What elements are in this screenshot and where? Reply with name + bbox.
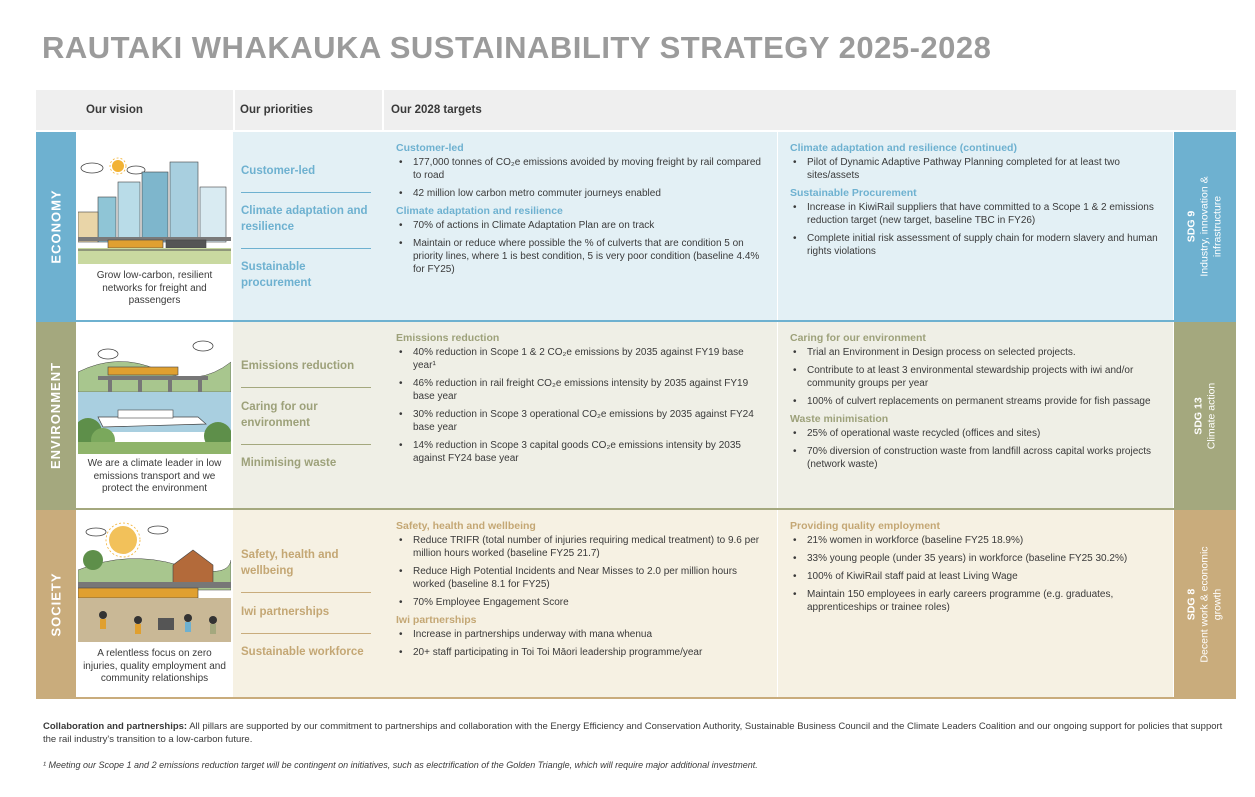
target-item: • Contribute to at least 3 environmental stewardship projects with iwi and/or community groups per year: [790, 364, 1161, 390]
economy-priorities: [233, 132, 384, 321]
society-section: [36, 510, 1236, 698]
target-item: • 25% of operational waste recycled (offices and sites): [790, 427, 1161, 440]
priority-customer-led: Customer-led: [241, 165, 316, 177]
target-list: [396, 219, 766, 276]
header-vision: Our vision: [86, 104, 143, 116]
environment-targets-col1: [384, 322, 778, 509]
header-priorities: Our priorities: [240, 104, 313, 116]
economy-vision: [76, 132, 233, 321]
community-illustration: [78, 520, 231, 642]
economy-targets: [384, 132, 1173, 321]
priority-divider: [241, 192, 371, 193]
priority-climate-adaptation: Climate adaptation and resilience: [241, 205, 368, 233]
environment-pillar-label: ENVIRONMENT: [36, 322, 76, 509]
target-item: • 177,000 tonnes of CO₂e emissions avoided by moving freight by rail compared to road: [396, 156, 766, 182]
environment-targets: [384, 322, 1173, 509]
sdg-number: SDG 9: [1185, 210, 1198, 243]
target-item: • Increase in KiwiRail suppliers that have committed to a Scope 1 & 2 emissions reduction target (new target, baseline TBC in FY26): [790, 201, 1161, 227]
economy-pillar-label: ECONOMY: [36, 132, 76, 321]
sdg-8-label: [1174, 510, 1236, 698]
table-header: [36, 90, 1236, 130]
economy-targets-col2: [778, 132, 1173, 321]
target-item: • 42 million low carbon metro commuter journeys enabled: [396, 187, 766, 200]
target-group-heading: Emissions reduction: [396, 332, 500, 344]
target-item: • 100% of KiwiRail staff paid at least Living Wage: [790, 570, 1161, 583]
target-group-heading: Climate adaptation and resilience: [396, 205, 563, 217]
society-bottom-line: [36, 697, 1236, 699]
environment-vision: [76, 322, 233, 509]
society-targets: [384, 510, 1173, 698]
priority-caring-environment: Caring for our environment: [241, 401, 318, 429]
target-group-heading: Waste minimisation: [790, 413, 889, 425]
target-list: [790, 534, 1161, 614]
environment-priorities: [233, 322, 384, 509]
target-item: • Reduce TRIFR (total number of injuries requiring medical treatment) to 9.6 per million hours worked (baseline FY25 21.7): [396, 534, 766, 560]
target-item: • Reduce High Potential Incidents and Near Misses to 2.0 per million hours worked (baseline 8.1 for FY25): [396, 565, 766, 591]
target-list: [790, 427, 1161, 471]
priority-iwi-partnerships: Iwi partnerships: [241, 606, 330, 618]
sdg-9-label: [1174, 132, 1236, 321]
target-list: [396, 628, 766, 659]
economy-vision-text: Grow low-carbon, resilient networks for freight and passengers: [96, 270, 213, 306]
target-list: [790, 201, 1161, 258]
society-vision: [76, 510, 233, 698]
priority-safety-health: Safety, health and wellbeing: [241, 549, 339, 577]
priority-divider: [241, 444, 371, 445]
target-item: • 100% of culvert replacements on permanent streams provide for fish passage: [790, 395, 1161, 408]
priority-sustainable-workforce: Sustainable workforce: [241, 646, 364, 658]
sdg-name: growth: [1211, 588, 1224, 620]
target-list: [790, 346, 1161, 408]
target-group-heading: Customer-led: [396, 142, 464, 154]
footnote: ¹ Meeting our Scope 1 and 2 emissions reduction target will be contingent on initiatives, such as electrification of the Golden Triangle, which will require major additional investment.: [43, 760, 758, 770]
collaboration-text: All pillars are supported by our commitment to partnerships and collaboration with the Energy Efficiency and Conservation Authority, Sustainable Business Council and the Climate Leaders Coalition and our ongoing support for policies that support the rail industry's transition to a low-carbon future.: [43, 721, 1223, 745]
priority-minimising-waste: Minimising waste: [241, 457, 337, 469]
header-targets: Our 2028 targets: [391, 104, 482, 116]
header-divider: [382, 90, 384, 130]
environment-targets-col2: [778, 322, 1173, 509]
target-item: • Maintain or reduce where possible the % of culverts that are condition 5 on priority lines, where 1 is best condition, 5 is very poor condition (baseline 4.4% for FY25): [396, 237, 766, 276]
target-list: [396, 346, 766, 465]
priority-divider: [241, 592, 371, 593]
target-item: • Trial an Environment in Design process on selected projects.: [790, 346, 1161, 359]
society-pillar-label: SOCIETY: [36, 510, 76, 698]
target-item: • 40% reduction in Scope 1 & 2 CO₂e emissions by 2035 against FY19 base year¹: [396, 346, 766, 372]
target-group-heading: Climate adaptation and resilience (continued): [790, 142, 1017, 154]
priority-divider: [241, 248, 371, 249]
target-item: • 30% reduction in Scope 3 operational CO₂e emissions by 2035 against FY24 base year: [396, 408, 766, 434]
target-item: • 14% reduction in Scope 3 capital goods CO₂e emissions intensity by 2035 against FY24 base year: [396, 439, 766, 465]
environment-section: [36, 322, 1236, 509]
target-group-heading: Sustainable Procurement: [790, 187, 917, 199]
target-item: • 70% diversion of construction waste from landfill across capital works projects (network waste): [790, 445, 1161, 471]
target-group-heading: Iwi partnerships: [396, 614, 477, 626]
header-divider: [233, 90, 235, 130]
society-priorities: [233, 510, 384, 698]
target-item: • 21% women in workforce (baseline FY25 18.9%): [790, 534, 1161, 547]
target-list: [396, 156, 766, 200]
sdg-name: infrastructure: [1211, 195, 1224, 258]
target-group-heading: Caring for our environment: [790, 332, 926, 344]
environment-vision-text: We are a climate leader in low emissions transport and we protect the environment: [87, 458, 222, 494]
target-item: • Pilot of Dynamic Adaptive Pathway Planning completed for at least two sites/assets: [790, 156, 1161, 182]
target-group-heading: Providing quality employment: [790, 520, 940, 532]
target-item: • Increase in partnerships underway with mana whenua: [396, 628, 766, 641]
page-title: RAUTAKI WHAKAUKA SUSTAINABILITY STRATEGY 2025-2028: [42, 30, 992, 65]
collaboration-note: [43, 720, 1233, 746]
society-targets-col1: [384, 510, 778, 698]
priority-divider: [241, 387, 371, 388]
society-vision-text: A relentless focus on zero injuries, quality employment and community relationships: [83, 648, 226, 684]
sdg-number: SDG 8: [1185, 588, 1198, 620]
target-item: • 33% young people (under 35 years) in workforce (baseline FY25 30.2%): [790, 552, 1161, 565]
priority-divider: [241, 633, 371, 634]
target-item: • Maintain 150 employees in early careers programme (e.g. graduates, apprenticeships or trainee roles): [790, 588, 1161, 614]
priority-emissions-reduction: Emissions reduction: [241, 360, 355, 372]
target-group-heading: Safety, health and wellbeing: [396, 520, 536, 532]
economy-targets-col1: [384, 132, 778, 321]
sdg-number: SDG 13: [1192, 396, 1204, 435]
target-list: [396, 534, 766, 609]
sdg-name: Climate action: [1205, 382, 1217, 449]
sdg-13-label: [1174, 322, 1236, 509]
sdg-name: Industry, innovation &: [1198, 176, 1211, 277]
collaboration-label: Collaboration and partnerships:: [43, 721, 188, 732]
society-targets-col2: [778, 510, 1173, 698]
target-item: • 70% of actions in Climate Adaptation Plan are on track: [396, 219, 766, 232]
economy-section: [36, 132, 1236, 321]
target-item: • 46% reduction in rail freight CO₂e emissions intensity by 2035 against FY19 base year: [396, 377, 766, 403]
target-item: • 70% Employee Engagement Score: [396, 596, 766, 609]
priority-sustainable-procurement: Sustainable procurement: [241, 261, 312, 289]
target-item: • 20+ staff participating in Toi Toi Māori leadership programme/year: [396, 646, 766, 659]
train-ferry-illustration: [78, 332, 231, 454]
target-item: • Complete initial risk assessment of supply chain for modern slavery and human rights violations: [790, 232, 1161, 258]
city-rail-illustration: [78, 142, 231, 264]
target-list: [790, 156, 1161, 182]
sdg-name: Decent work & economic: [1198, 545, 1211, 663]
